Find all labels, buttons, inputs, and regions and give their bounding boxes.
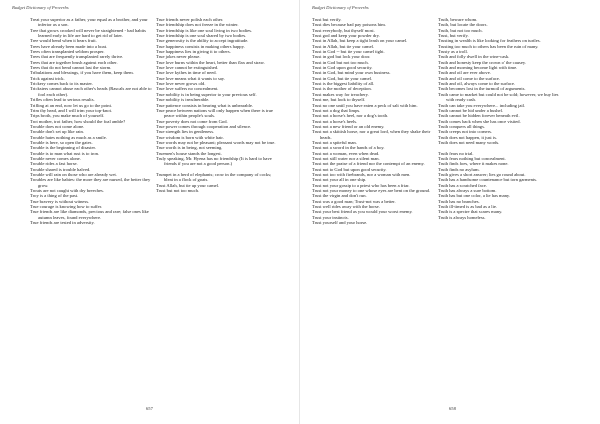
proverb-entry: Trust in God but not too much.	[312, 59, 369, 65]
proverb-entry: Truth has but one color, a lie has many.	[438, 193, 511, 199]
proverb-entry: Troy is a thing of the past.	[30, 193, 79, 199]
proverb-entry: Truth finds foes, where it makes none.	[438, 161, 509, 167]
proverb-entry: Truth creeps not into corners.	[438, 129, 493, 135]
proverb-entry: Trust not a horse's heels.	[312, 118, 358, 124]
proverb-entry: Truth finds no asylum.	[438, 166, 480, 172]
proverb-entry: Trust in God, but tie your camel.	[312, 75, 373, 81]
proverb-entry: True love means what it wants to say.	[156, 75, 225, 81]
proverb-entry: Trust me, but look to thyself.	[312, 97, 366, 103]
running-head: Budget Dictionary of Proverbs	[12, 5, 69, 10]
proverb-entry: Truth is always homeless.	[438, 214, 486, 220]
proverb-column	[156, 17, 278, 193]
proverb-entry: Truth and honesty keep the crown o' the causey.	[438, 59, 527, 65]
proverb-entry: Tree would bend when it bears fruit.	[30, 38, 97, 44]
proverb-entry: Truth fears no trial.	[438, 150, 474, 156]
proverb-entry: Truth and oil come to the surface.	[438, 75, 500, 81]
proverb-entry: Truth is a spectre that scares many.	[438, 209, 503, 215]
proverb-entry: Trust but not too much.	[156, 188, 200, 193]
proverb-entry: Trifling at an end, now let us go to the point.	[30, 102, 113, 108]
proverb-entry: Trust not the praise of a friend nor the contempt of an enemy.	[312, 161, 425, 167]
proverb-entry: Truth cannot be hidden forever beneath evil.	[438, 113, 520, 119]
proverb-entry: True happiness lies in giving it to others.	[156, 49, 231, 55]
proverb-entry: Trust the virgin and don't run.	[312, 193, 367, 199]
proverb-entry: True happiness consists in making others happy.	[156, 43, 245, 49]
proverb-column	[30, 17, 152, 225]
proverb-entry: Trust in god but lock your door.	[312, 54, 371, 60]
proverb-entry: Treat your superior as a father, your equal as a brother, and your inferior as a son.	[30, 17, 148, 28]
proverb-entry: Trusting in wealth is like looking for feathers on turtles.	[438, 38, 541, 44]
proverb-entry: Truth does not happen, it just is.	[438, 134, 498, 140]
proverb-entry: Trees have already been made into a boat.	[30, 43, 108, 49]
proverb-entry: Truth and morning become light with time.	[438, 65, 518, 71]
proverb-entry: Trust no one until you have eaten a peck of salt with him.	[312, 102, 418, 108]
proverb-entry: Truth, but locate the doors.	[438, 22, 488, 28]
proverb-entry: Trust in God upon good security.	[312, 65, 373, 71]
proverb-entry: Trickery comes back to its master.	[30, 81, 93, 87]
page-number: 657	[146, 406, 153, 411]
proverb-entry: Truth comes back when she has once visited.	[438, 118, 521, 124]
proverb-entry: Trust, but verify.	[438, 33, 469, 39]
proverb-entry: Truth has always a sure bottom.	[438, 188, 497, 193]
proverb-entry: Trouble does not come alone.	[30, 123, 85, 129]
proverb-entry: Trips broth, you make much of yourself.	[30, 113, 105, 119]
proverb-entry: True poverty does not come from God.	[156, 118, 228, 124]
proverb-entry: True friendship is one soul shared by two bodies.	[156, 33, 247, 39]
proverb-entry: Trust dies because bad pay poisons him.	[312, 22, 386, 28]
proverb-entry: Trouble don't set up like rain.	[30, 129, 84, 135]
proverb-entry: Truth becomes lost in the turmoil of arguments.	[438, 86, 526, 92]
proverb-entry: Truth, but not too much.	[438, 27, 483, 33]
proverb-entry: Trust not a horse's heel, nor a dog's tooth.	[312, 113, 389, 119]
proverb-entry: True power comes through cooperation and silence.	[156, 123, 252, 129]
proverb-entry: Trouble hates nothing as much as a smile.	[30, 134, 107, 140]
proverb-entry: True jokes never please.	[156, 54, 201, 60]
proverb-entry: Truth came to market but could not be sold; however, we buy lies with ready cash.	[438, 91, 559, 103]
proverb-entry: Trust not too with firebrands, nor a woman with men.	[312, 171, 411, 177]
proverb-entry: Truth cannot be hid under a bushel.	[438, 107, 504, 113]
proverb-entry: Trust your best friend as you would your worst enemy.	[312, 209, 413, 215]
proverb-entry: True generosity is the ability to accept ingratitude.	[156, 38, 249, 44]
proverb-entry: Trust yourself and your horse.	[312, 220, 368, 226]
gutter-divider	[299, 0, 300, 424]
proverb-entry: True friends are tested in adversity.	[30, 220, 95, 226]
proverb-entry: Trust not your all in one ship.	[312, 177, 367, 183]
proverb-entry: Trust not a spiteful man.	[312, 139, 357, 145]
proverb-entry: Trust in Allah, but keep a tight leash on your camel.	[312, 38, 408, 44]
proverb-entry: Truth ill-timed is as bad as a lie.	[438, 204, 498, 210]
page-number: 658	[449, 406, 456, 411]
proverb-entry: Trust not a skittish horse, nor a great lord, when they shake their heads.	[312, 129, 431, 140]
proverb-entry: True friends never polish each other.	[156, 17, 224, 22]
proverb-entry: Trust in Allah, but tie your camel.	[312, 43, 375, 49]
proverb-entry: True worth is in being, not seeming.	[156, 145, 223, 151]
proverb-entry: Trim thy head, and I will trim your top-knot.	[30, 107, 113, 113]
proverb-entry: True strength lies in gentleness.	[156, 129, 215, 135]
proverb-entry: Truth has a handsome countenance but torn garments.	[438, 177, 538, 183]
proverb-entry: Trust not to God but upon good security.	[312, 166, 387, 172]
proverb-entry: Truth has a scratched face.	[438, 182, 487, 188]
proverb-entry: Truth and oil, always come to the surface.	[438, 81, 516, 87]
running-head: Budget Dictionary of Proverbs	[312, 5, 369, 10]
proverb-entry: Trees that are together brush against each other.	[30, 59, 118, 65]
proverb-entry: True love burns within the heart, better than flax and straw.	[156, 59, 265, 65]
proverb-entry: True love cannot be extinguished.	[156, 65, 219, 71]
proverb-entry: Trouble shared is trouble halved.	[30, 166, 91, 172]
proverb-entry: Trick against trick.	[30, 75, 65, 81]
proverb-entry: Trees that do not bend cannot last the storm.	[30, 65, 112, 71]
proverb-entry: True bravery is without witness.	[30, 198, 90, 204]
proverb-entry: True peace between nations will only happen when there is true peace within people's souls.	[156, 107, 273, 119]
proverb-entry: Tree that grows crooked will never be straightened - bad habits learned early in life are hard to get rid of later.	[30, 27, 146, 39]
proverb-entry: Trust makes way for treachery.	[312, 91, 369, 97]
proverb-entry: Truly speaking, Mr. Hyena has no friendship (It is hard to have friends if you are not a good person.)	[156, 155, 272, 167]
proverb-entry: Trust Allah, but tie up your camel.	[156, 182, 220, 188]
proverb-entry: True friends are like diamonds, precious and rare; false ones like autumn leaves, found everywhere.	[30, 209, 149, 220]
proverb-entry: Trust not a new friend or an old enemy.	[312, 123, 385, 129]
proverb-entry: True friendship is like one soul living in two bodies.	[156, 27, 253, 33]
proverb-entry: Trust not a sword in the hands of a boy.	[312, 145, 385, 151]
proverb-entry: Trust not a woman, even when dead.	[312, 150, 380, 156]
proverb-entry: Truth, beware whom.	[438, 17, 478, 22]
proverb-entry: Trot mother, trot father, how should the foal amble?	[30, 118, 126, 124]
proverb-entry: Troubles are like babies: the more they are nursed, the better they grow.	[30, 177, 151, 188]
proverb-entry: Truth gives a short answer; lies go round about.	[438, 171, 526, 177]
proverb-entry: Truth fears nothing but concealment.	[438, 155, 506, 161]
proverb-entry: Tricksters cannot abuse each other's heads (Rascals are not able to fool each other).	[30, 86, 152, 97]
proverb-entry: True courage is knowing how to suffer.	[30, 204, 103, 210]
proverb-entry: Trust god and keep your powder dry.	[312, 33, 380, 39]
proverb-entry: Trouble is here, so open the gates.	[30, 139, 93, 145]
proverb-entry: True friendship does not freeze in the winter.	[156, 22, 239, 28]
proverb-entry: Trouble is the beginning of disaster.	[30, 145, 96, 151]
proverb-entry: Truth has no branches.	[438, 198, 480, 204]
proverb-entry: Truemen's house stands the longest.	[156, 150, 222, 156]
proverb-column	[438, 17, 560, 220]
proverb-entry: Trouble never comes alone.	[30, 155, 81, 161]
proverb-entry: Truth does not need many words.	[438, 139, 500, 145]
proverb-entry: Trust in God -- but tie your camel tight.	[312, 49, 385, 55]
proverb-entry: Trees that are frequently transplanted rarely thrive.	[30, 54, 124, 60]
proverb-entry: True words may not be pleasant; pleasant words may not be true.	[156, 139, 276, 145]
proverb-entry: Trust in God, but mind your own business.	[312, 70, 391, 76]
proverb-entry: Trust not your money to one whose eyes are bent on the ground.	[312, 188, 431, 193]
proverb-entry: Trouble rides a fast horse.	[30, 161, 78, 167]
proverb-entry: Trifles often lead to serious results.	[30, 97, 95, 103]
proverb-entry: True wisdom is born with white hair.	[156, 134, 224, 140]
proverb-entry: Trees often transplanted seldom prosper.	[30, 49, 105, 55]
proverb-entry: Tribulations and blessings, if you have them, keep them.	[30, 70, 134, 76]
proverb-entry: Trust well rides away with the horse.	[312, 204, 380, 210]
right-page	[304, 0, 600, 424]
proverb-entry: True love never grows old.	[156, 81, 206, 87]
proverb-entry: Truth and folly dwell in the wine-cask.	[438, 54, 510, 60]
proverb-entry: Trust your instincts.	[312, 214, 349, 220]
proverb-entry: Trust but verify.	[312, 17, 342, 22]
proverb-entry: True nobility is in being superior to your previous self.	[156, 91, 257, 97]
proverb-column	[312, 17, 434, 225]
proverb-entry: Trust not your gossip to a priest who has been a friar.	[312, 182, 410, 188]
proverb-entry: Trust is the biggest liability of all.	[312, 81, 375, 87]
left-page	[0, 0, 296, 424]
proverb-entry: True love kythes in time of need.	[156, 70, 217, 76]
proverb-entry: Trumpet in a herd of elephants; crow in the company of cocks; bleat in a flock of goats.	[156, 171, 272, 183]
proverb-entry: Trusty as a troll.	[438, 49, 468, 55]
proverb-entry: Truth can take you everywhere... including jail.	[438, 102, 526, 108]
proverb-entry: Trust not a dog that limps.	[312, 107, 361, 113]
proverb-entry: Trust was a good man; Trust-not was a better.	[312, 198, 396, 204]
proverb-entry: Truth and oil are ever above.	[438, 70, 491, 76]
proverb-entry: Trouble will rain on those who are already wet.	[30, 171, 117, 177]
proverb-entry: Trouts are not caught with dry breeches.	[30, 188, 104, 193]
proverb-entry: Trust everybody, but thyself most.	[312, 27, 375, 33]
proverb-entry: True patience consists in bearing what is unbearable.	[156, 102, 254, 108]
proverb-entry: Trouble is to man what rust is to iron.	[30, 150, 100, 156]
proverb-entry: True nobility is invulnerable.	[156, 97, 210, 103]
proverb-entry: Trust not still water nor a silent man.	[312, 155, 380, 161]
proverb-entry: True love suffers no concealment.	[156, 86, 219, 92]
proverb-entry: Trust is the mother of deception.	[312, 86, 372, 92]
proverb-entry: Truth conquers all things.	[438, 123, 486, 129]
proverb-entry: Trusting too much to others has been the ruin of many.	[438, 43, 539, 49]
